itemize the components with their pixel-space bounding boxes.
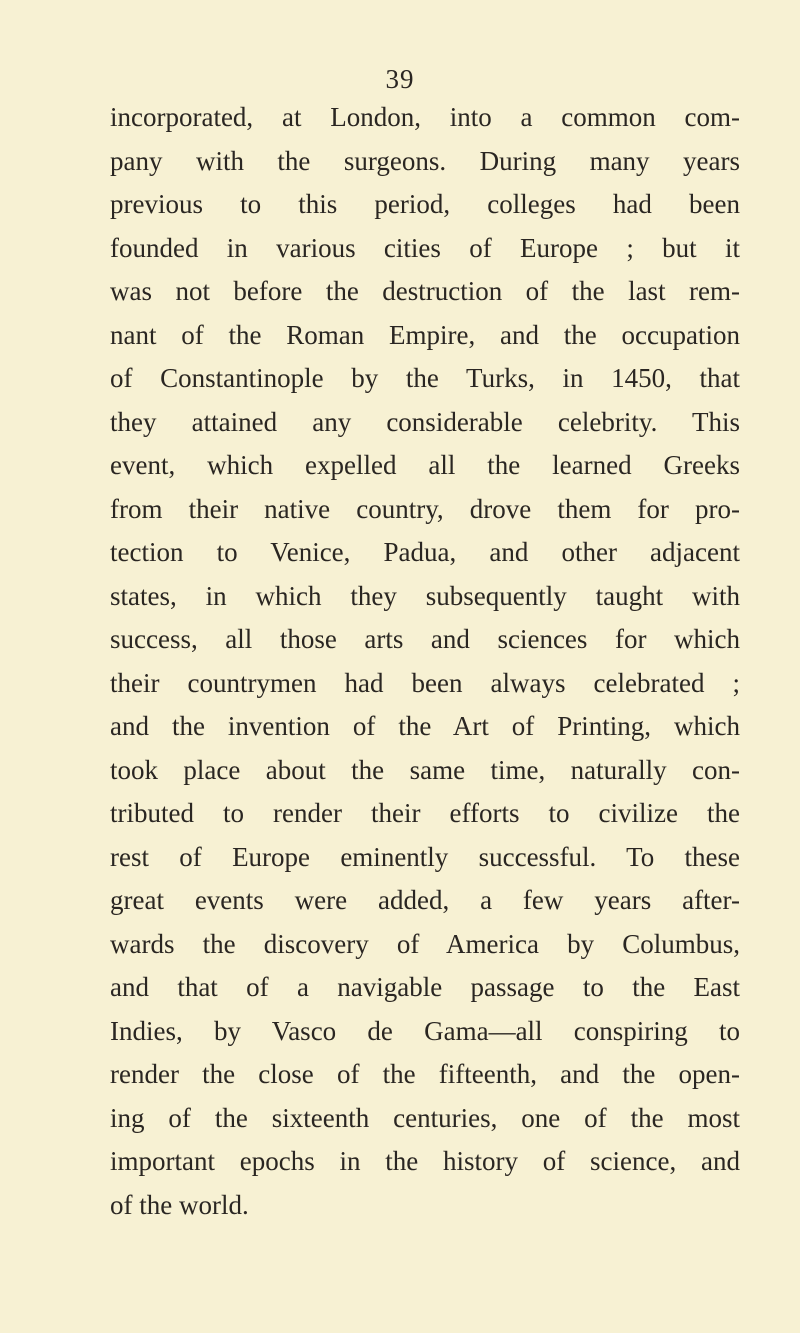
text-line: founded in various cities of Europe ; but it [110, 232, 740, 263]
text-line: event, which expelled all the learned Greeks [110, 450, 740, 480]
text-line: ing of the sixteenth centuries, one of the most [110, 1102, 740, 1133]
text-line: pany with the surgeons. During many years [110, 145, 740, 176]
text-line: of the world. [110, 1189, 249, 1220]
text-line: render the close of the fifteenth, and the open- [110, 1059, 740, 1089]
text-line: wards the discovery of America by Columbus, [110, 928, 740, 959]
text-line: their countrymen had been always celebrated ; [110, 667, 740, 698]
text-line: nant of the Roman Empire, and the occupation [110, 319, 740, 350]
body-text [110, 96, 740, 1227]
text-line: they attained any considerable celebrity. This [110, 406, 740, 437]
text-line: was not before the destruction of the last rem- [110, 276, 740, 306]
text-line: important epochs in the history of science, and [110, 1146, 740, 1176]
text-line: great events were added, a few years after- [110, 885, 740, 915]
text-line: success, all those arts and sciences for which [110, 624, 740, 654]
text-line: tection to Venice, Padua, and other adjacent [110, 537, 740, 567]
text-line: states, in which they subsequently taught with [110, 580, 740, 611]
text-line: took place about the same time, naturally con- [110, 754, 740, 785]
text-line: from their native country, drove them for pro- [110, 493, 740, 524]
text-line: previous to this period, colleges had been [110, 189, 740, 219]
text-line: incorporated, at London, into a common com- [110, 102, 740, 132]
text-line: tributed to render their efforts to civilize the [110, 798, 740, 828]
text-line: and the invention of the Art of Printing, which [110, 711, 740, 741]
page-number: 39 [385, 64, 415, 94]
text-line: and that of a navigable passage to the East [110, 972, 740, 1002]
text-line: Indies, by Vasco de Gama—all conspiring to [110, 1015, 740, 1046]
text-line: of Constantinople by the Turks, in 1450, that [110, 363, 740, 393]
text-line: rest of Europe eminently successful. To these [110, 841, 740, 872]
